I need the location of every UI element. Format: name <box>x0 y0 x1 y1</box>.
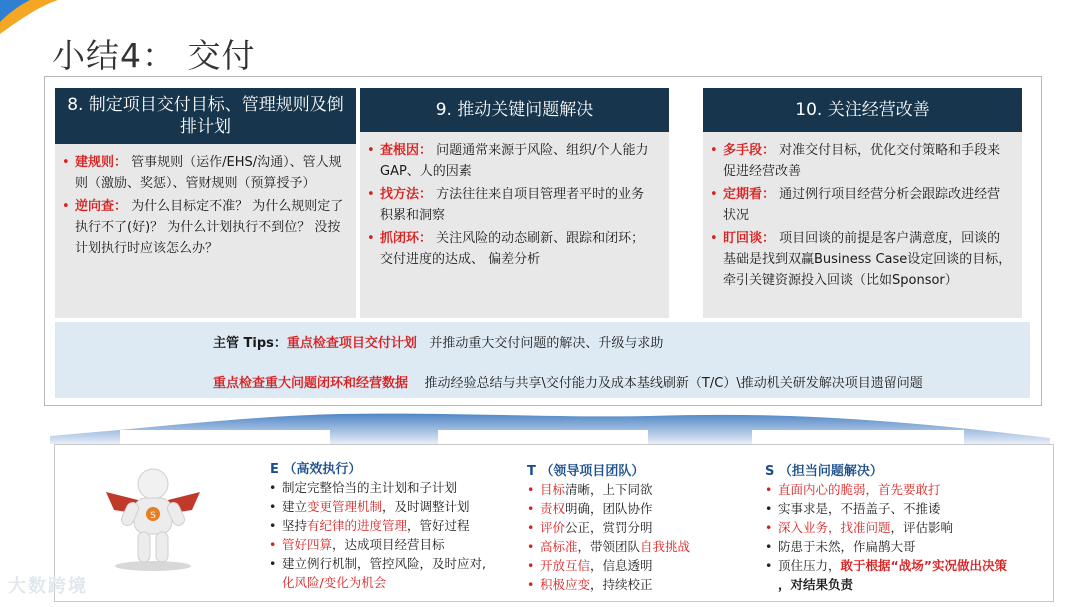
list-item: • 责权明确，团队协作 <box>524 499 744 518</box>
column-10-body <box>703 132 1022 318</box>
list-item: • 开放互信，信息透明 <box>524 556 744 575</box>
column-9-item: • 抓闭环： 关注风险的动态刷新、跟踪和闭环；交付进度的达成、 偏差分析 <box>360 228 657 270</box>
list-item: • 管好四算，达成项目经营目标 <box>266 535 514 554</box>
svg-text:S: S <box>150 511 156 521</box>
list-item: • 建立例行机制，管控风险，及时应对, 化风险/变化为机会 <box>266 554 514 592</box>
list-item: • 防患于未然，作扁鹊大哥 <box>762 537 1047 556</box>
list-item: • 深入业务，找准问题，评估影响 <box>762 518 1047 537</box>
page-title: 小结4： 交付 <box>52 36 256 75</box>
list-item: • 制定完整恰当的主计划和子计划 <box>266 478 514 497</box>
decorative-wave-band <box>0 404 1080 444</box>
section-e-list <box>266 478 514 592</box>
column-8-heading: 8. 制定项目交付目标、管理规则及倒排计划 <box>67 95 344 137</box>
column-9-heading: 9. 推动关键问题解决 <box>435 100 594 120</box>
watermark: 大数跨境 <box>8 576 88 597</box>
column-9-item: • 找方法： 方法往往来自项目管理者平时的业务积累和洞察 <box>360 184 657 226</box>
column-9-header <box>360 88 669 132</box>
tips-line-2: 重点检查重大问题闭环和经营数据 推动经验总结与共享\交付能力及成本基线刷新（T/C）\推动机关研发解决项目遗留问题 <box>213 376 923 391</box>
section-s-list <box>762 480 1047 594</box>
section-e-title: E （高效执行） <box>270 462 362 477</box>
section-s-title: S （担当问题解决） <box>765 464 883 479</box>
column-8-body <box>55 144 356 318</box>
column-10-item: • 定期看： 通过例行项目经营分析会跟踪改进经营状况 <box>703 184 1012 226</box>
column-8-item: • 建规则： 管事规则（运作/EHS/沟通）、管人规则（激励、奖惩）、管财规则（预算授予） <box>55 152 344 194</box>
list-item: • 坚持有纪律的进度管理，管好过程 <box>266 516 514 535</box>
column-10-heading: 10. 关注经营改善 <box>795 100 930 120</box>
section-t-list <box>524 480 744 594</box>
list-item: • 积极应变，持续校正 <box>524 575 744 594</box>
column-10-header <box>703 88 1022 132</box>
list-item: • 高标准，带领团队自我挑战 <box>524 537 744 556</box>
column-9-body <box>360 132 669 318</box>
list-item: • 直面内心的脆弱，首先要敢打 <box>762 480 1047 499</box>
tips-line-1: 主管 Tips：重点检查项目交付计划 并推动重大交付问题的解决、升级与求助 <box>213 336 664 351</box>
list-item: • 目标清晰，上下同欲 <box>524 480 744 499</box>
column-8-header <box>55 88 356 144</box>
column-10-item: • 多手段： 对准交付目标，优化交付策略和手段来促进经营改善 <box>703 140 1012 182</box>
list-item: • 建立变更管理机制，及时调整计划 <box>266 497 514 516</box>
column-10-item: • 盯回谈： 项目回谈的前提是客户满意度，回谈的基础是找到双赢Business Case设定回谈的目标，牵引关键资源投入回谈（比如Sponsor） <box>703 228 1012 291</box>
list-item: • 实事求是，不捂盖子、不推诿 <box>762 499 1047 518</box>
section-t-title: T （领导项目团队） <box>527 464 645 479</box>
manager-tips-box <box>55 322 1030 398</box>
column-8-item: • 逆向查： 为什么目标定不准？ 为什么规则定了执行不了(好)？ 为什么计划执行不到位？ 没按计划执行时应该怎么办？ <box>55 196 344 259</box>
list-item: • 评价公正，赏罚分明 <box>524 518 744 537</box>
list-item: • 顶住压力，敢于根据“战场”实况做出决策 ，对结果负责 <box>762 556 1047 594</box>
superhero-figure-icon <box>88 462 218 572</box>
column-9-item: • 查根因： 问题通常来源于风险、组织/个人能力GAP、人的因素 <box>360 140 657 182</box>
